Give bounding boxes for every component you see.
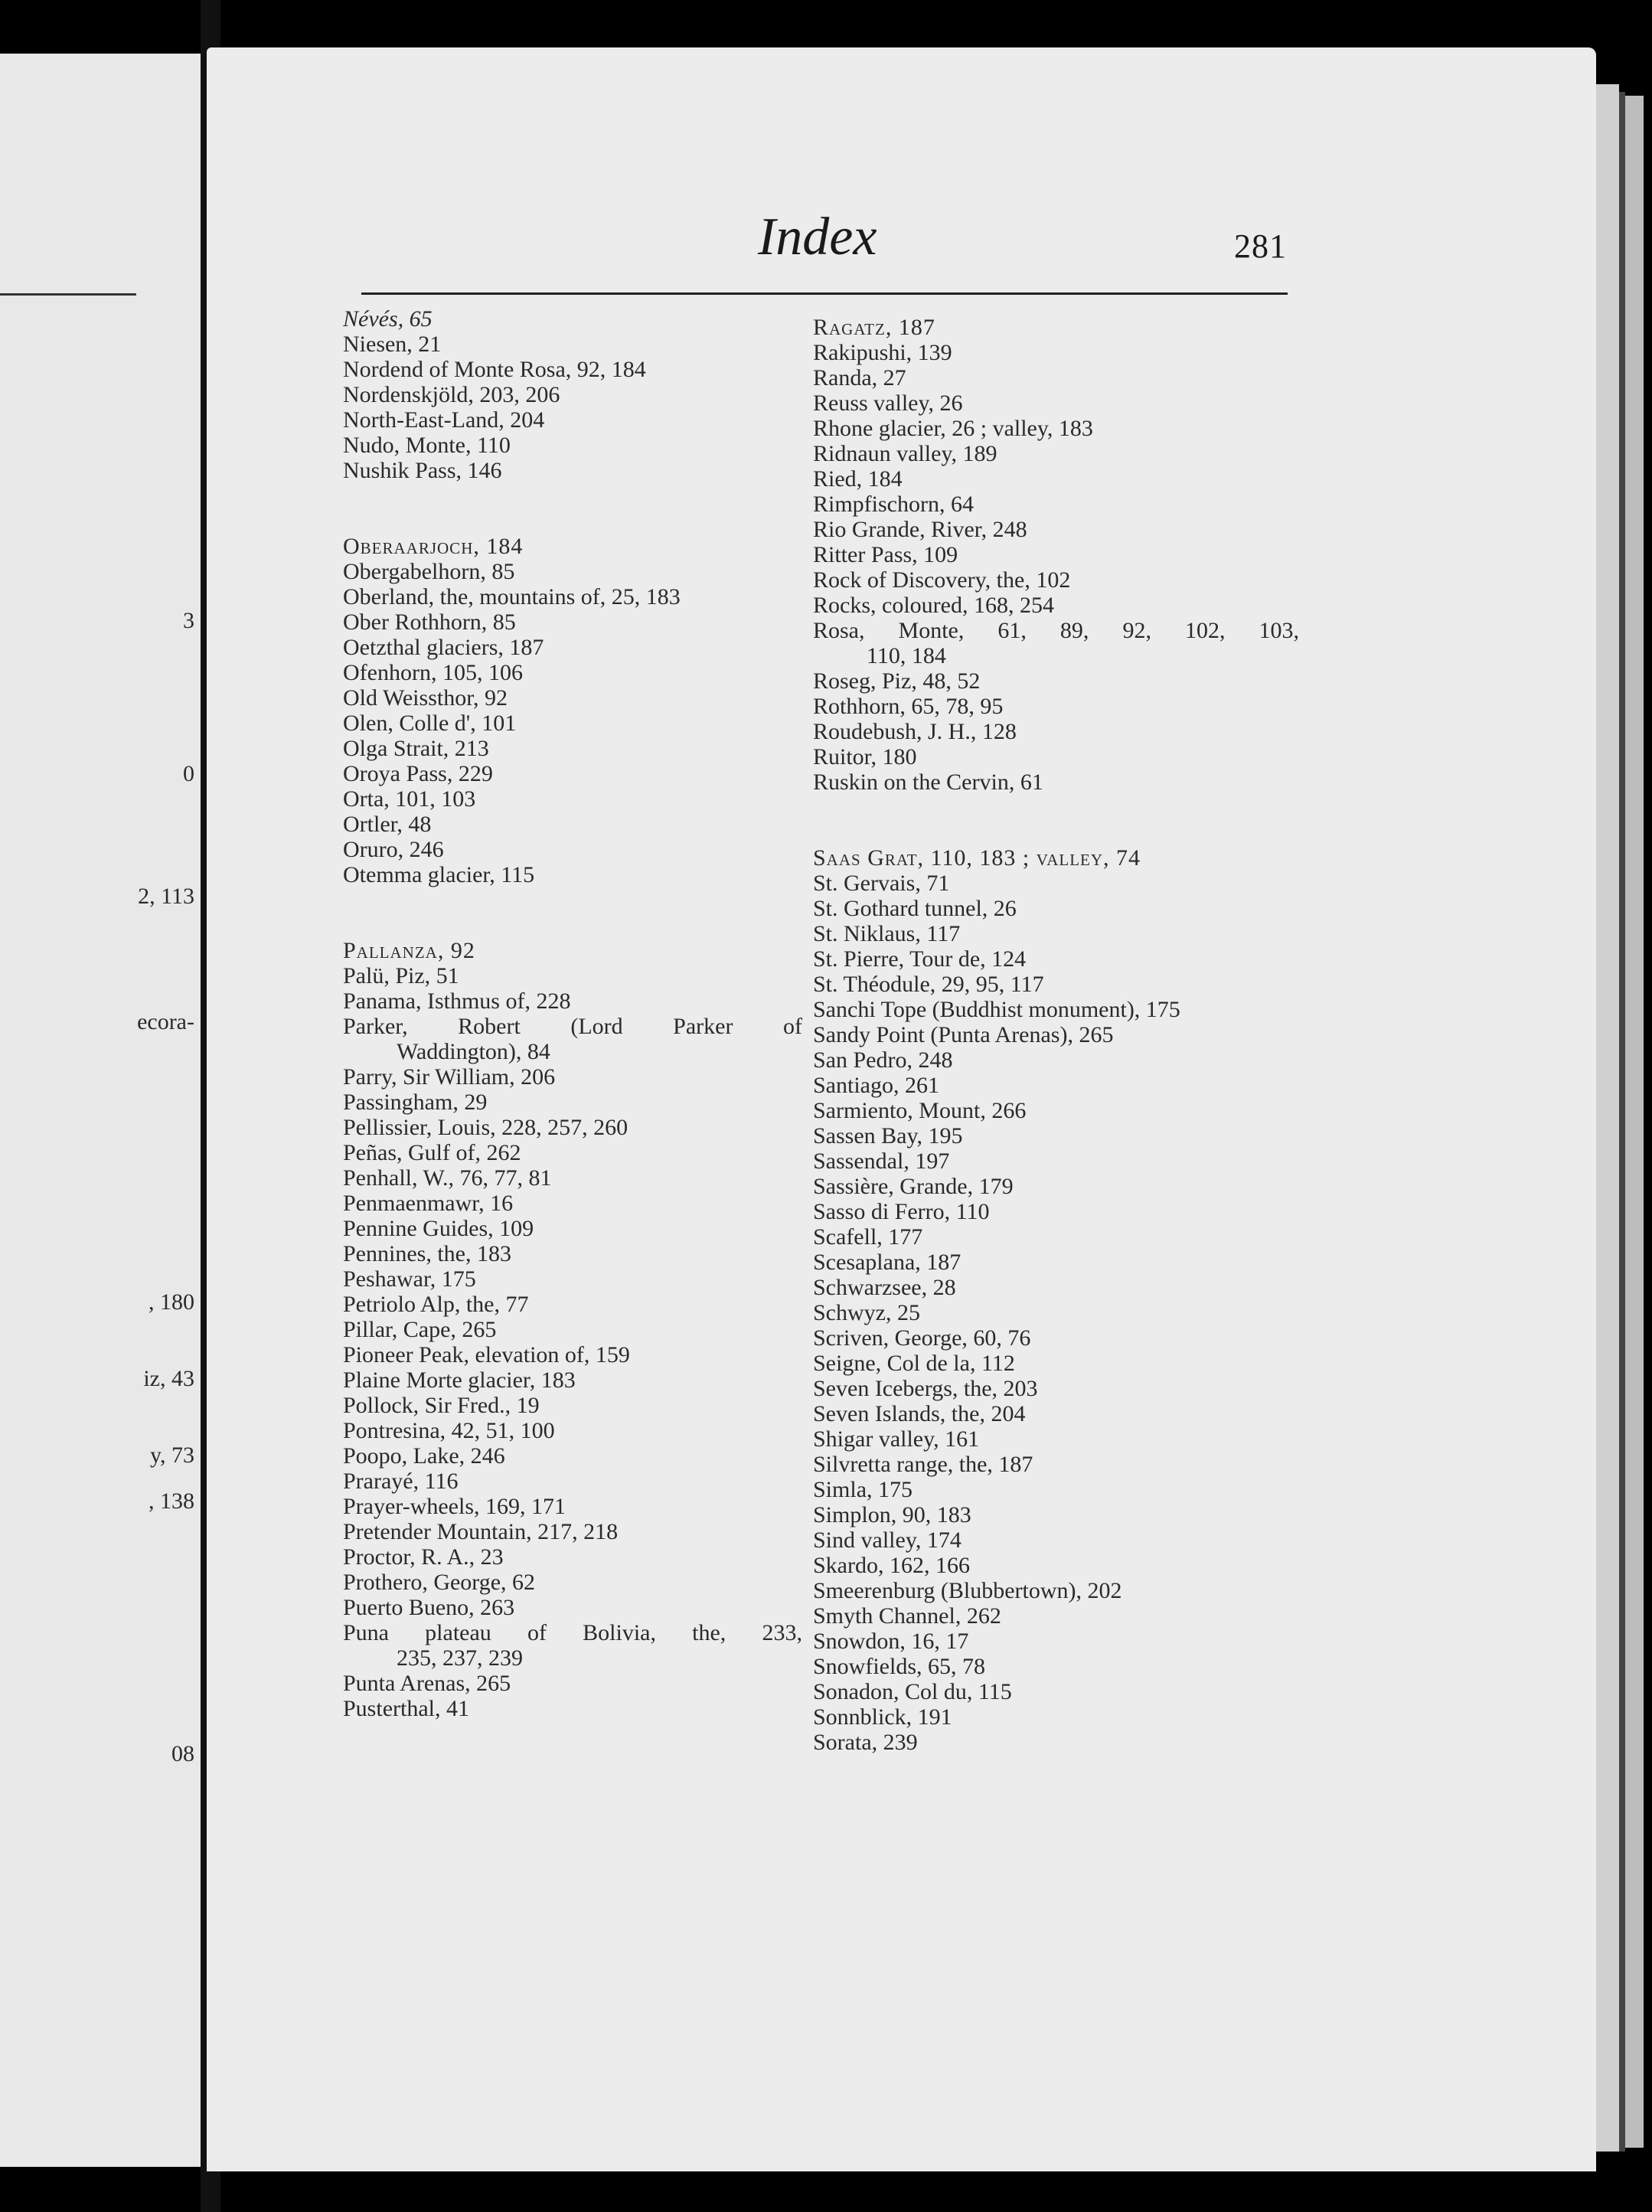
index-entry: Sarmiento, Mount, 266	[813, 1098, 1027, 1123]
index-entry: Prayer-wheels, 169, 171	[343, 1494, 566, 1519]
index-entry: Ritter Pass, 109	[813, 542, 958, 567]
index-entry: Roseg, Piz, 48, 52	[813, 668, 981, 694]
previous-page-fragment: 2, 113	[138, 884, 194, 909]
index-entry: Peñas, Gulf of, 262	[343, 1140, 521, 1165]
index-entry	[343, 1014, 802, 1064]
index-entry: St. Pierre, Tour de, 124	[813, 946, 1027, 972]
index-entry: Prarayé, 116	[343, 1469, 459, 1494]
index-entry	[343, 1620, 802, 1671]
index-entry: Sanchi Tope (Buddhist monument), 175	[813, 997, 1180, 1022]
index-entry: Schwyz, 25	[813, 1300, 920, 1325]
index-entry: Sonadon, Col du, 115	[813, 1679, 1012, 1704]
entry-text: Rosa, Monte, 61, 89, 92, 102, 103,	[813, 618, 1299, 643]
index-entry: Sassière, Grande, 179	[813, 1174, 1014, 1199]
index-entry: Rock of Discovery, the, 102	[813, 567, 1071, 593]
index-entry: Rimpfischorn, 64	[813, 492, 974, 517]
index-entry: Rakipushi, 139	[813, 340, 952, 365]
previous-page-fragment: , 138	[149, 1488, 194, 1514]
index-entry: Oetzthal glaciers, 187	[343, 635, 544, 660]
index-entry-section-start: Oberaarjoch, 184	[343, 534, 524, 559]
index-entry: Sonnblick, 191	[813, 1704, 952, 1730]
page-edge	[1596, 84, 1619, 2152]
index-entry: Snowfields, 65, 78	[813, 1654, 985, 1679]
index-entry: Old Weissthor, 92	[343, 685, 508, 711]
index-entry: Sind valley, 174	[813, 1527, 961, 1553]
index-entry: Scafell, 177	[813, 1224, 923, 1250]
index-entry: Sasso di Ferro, 110	[813, 1199, 990, 1224]
previous-page-fragment: 0	[183, 761, 194, 786]
entry-text: Puna plateau of Bolivia, the, 233,	[343, 1620, 802, 1645]
entry-continuation: 235, 237, 239	[397, 1645, 523, 1671]
index-entry: Randa, 27	[813, 365, 906, 390]
index-entry: Prothero, George, 62	[343, 1570, 536, 1595]
index-entry: Skardo, 162, 166	[813, 1553, 970, 1578]
index-entry: Smyth Channel, 262	[813, 1603, 1001, 1629]
index-entry: Pillar, Cape, 265	[343, 1317, 497, 1342]
previous-page	[0, 54, 201, 2167]
index-entry: Parry, Sir William, 206	[343, 1064, 556, 1090]
index-entry: San Pedro, 248	[813, 1047, 953, 1073]
index-entry: Pusterthal, 41	[343, 1696, 469, 1721]
index-entry: Obergabelhorn, 85	[343, 559, 515, 584]
entry-continuation: Waddington), 84	[397, 1039, 550, 1064]
running-head-title: Index	[758, 207, 877, 266]
previous-page-fragment: iz, 43	[143, 1366, 194, 1391]
index-entry: Simplon, 90, 183	[813, 1502, 971, 1527]
index-entry: Simla, 175	[813, 1477, 913, 1502]
index-entry: Rio Grande, River, 248	[813, 517, 1027, 542]
index-entry: Sorata, 239	[813, 1730, 918, 1755]
index-entry: Smeerenburg (Blubbertown), 202	[813, 1578, 1122, 1603]
index-entry: Seven Icebergs, the, 203	[813, 1376, 1038, 1401]
index-entry: North-East-Land, 204	[343, 407, 545, 433]
index-entry: Pennines, the, 183	[343, 1241, 511, 1266]
index-entry: Roudebush, J. H., 128	[813, 719, 1017, 744]
section-gap	[343, 887, 802, 938]
previous-page-fragment: 08	[171, 1741, 194, 1766]
previous-page-fragment: ecora-	[137, 1009, 194, 1034]
index-entry: Rocks, coloured, 168, 254	[813, 593, 1054, 618]
index-entry-section-start: Pallanza, 92	[343, 938, 475, 963]
index-entry: Scriven, George, 60, 76	[813, 1325, 1031, 1351]
index-entry: St. Niklaus, 117	[813, 921, 961, 946]
index-entry	[813, 618, 1299, 668]
header-rule	[361, 292, 1288, 295]
index-entry: Rothhorn, 65, 78, 95	[813, 694, 1004, 719]
index-entry: Santiago, 261	[813, 1073, 939, 1098]
index-entry: Palü, Piz, 51	[343, 963, 459, 988]
index-entry: Penhall, W., 76, 77, 81	[343, 1165, 552, 1191]
index-entry: Proctor, R. A., 23	[343, 1544, 504, 1570]
index-entry: Poopo, Lake, 246	[343, 1443, 505, 1469]
previous-page-rule	[0, 293, 136, 296]
index-entry: Sandy Point (Punta Arenas), 265	[813, 1022, 1114, 1047]
index-entry	[343, 306, 802, 332]
section-gap	[813, 795, 1299, 845]
index-column-right	[813, 315, 1299, 1755]
index-entry: Seven Islands, the, 204	[813, 1401, 1026, 1426]
index-entry: Ober Rothhorn, 85	[343, 609, 516, 635]
index-entry: Petriolo Alp, the, 77	[343, 1292, 529, 1317]
index-entry: Oroya Pass, 229	[343, 761, 493, 786]
index-entry: Olga Strait, 213	[343, 736, 489, 761]
index-entry: Puerto Bueno, 263	[343, 1595, 515, 1620]
index-entry: Nordenskjöld, 203, 206	[343, 382, 560, 407]
index-entry: Silvretta range, the, 187	[813, 1452, 1033, 1477]
index-entry: St. Gervais, 71	[813, 871, 950, 896]
index-entry-section-start: Ragatz, 187	[813, 315, 935, 340]
index-entry: Sassendal, 197	[813, 1148, 950, 1174]
index-entry: Plaine Morte glacier, 183	[343, 1367, 576, 1393]
index-entry: Orta, 101, 103	[343, 786, 476, 812]
section-gap	[343, 483, 802, 534]
index-entry: Pollock, Sir Fred., 19	[343, 1393, 540, 1418]
index-entry: Snowdon, 16, 17	[813, 1629, 969, 1654]
index-entry: Pioneer Peak, elevation of, 159	[343, 1342, 630, 1367]
index-entry: Rhone glacier, 26 ; valley, 183	[813, 416, 1093, 441]
index-entry: Seigne, Col de la, 112	[813, 1351, 1015, 1376]
index-entry: Passingham, 29	[343, 1090, 488, 1115]
index-entry: Ried, 184	[813, 466, 903, 492]
entry-continuation: 110, 184	[867, 643, 946, 668]
index-entry: Pontresina, 42, 51, 100	[343, 1418, 555, 1443]
index-entry: Sassen Bay, 195	[813, 1123, 963, 1148]
previous-page-fragment: 3	[183, 608, 194, 633]
index-entry: Nordend of Monte Rosa, 92, 184	[343, 357, 646, 382]
index-entry: Pretender Mountain, 217, 218	[343, 1519, 619, 1544]
index-entry: Schwarzsee, 28	[813, 1275, 956, 1300]
index-entry: Nudo, Monte, 110	[343, 433, 511, 458]
index-entry: Otemma glacier, 115	[343, 862, 535, 887]
index-entry: Punta Arenas, 265	[343, 1671, 511, 1696]
index-column-left	[343, 306, 802, 1721]
index-entry: Nushik Pass, 146	[343, 458, 502, 483]
page-edge	[1625, 96, 1644, 2148]
index-entry: Shigar valley, 161	[813, 1426, 980, 1452]
index-entry: St. Théodule, 29, 95, 117	[813, 972, 1044, 997]
index-entry: Ruskin on the Cervin, 61	[813, 769, 1043, 795]
index-entry: Ofenhorn, 105, 106	[343, 660, 523, 685]
index-entry: Pennine Guides, 109	[343, 1216, 534, 1241]
index-entry: Olen, Colle d', 101	[343, 711, 517, 736]
index-entry: Ortler, 48	[343, 812, 432, 837]
entry-text: Névés, 65	[343, 306, 433, 332]
index-entry-section-start: Saas Grat, 110, 183 ; valley, 74	[813, 845, 1141, 871]
index-entry: Panama, Isthmus of, 228	[343, 988, 571, 1014]
index-entry: Penmaenmawr, 16	[343, 1191, 514, 1216]
page-number: 281	[1234, 227, 1287, 265]
page-edge-shadow	[1619, 92, 1625, 2152]
index-entry: Pellissier, Louis, 228, 257, 260	[343, 1115, 628, 1140]
index-entry: Peshawar, 175	[343, 1266, 476, 1292]
index-entry: Ruitor, 180	[813, 744, 917, 769]
entry-text: Parker, Robert (Lord Parker of	[343, 1014, 802, 1039]
index-entry: Ridnaun valley, 189	[813, 441, 997, 466]
index-entry: Scesaplana, 187	[813, 1250, 961, 1275]
index-entry: Oberland, the, mountains of, 25, 183	[343, 584, 681, 609]
index-entry: Oruro, 246	[343, 837, 444, 862]
previous-page-fragment: , 180	[149, 1289, 194, 1315]
index-entry: Reuss valley, 26	[813, 390, 963, 416]
index-entry: St. Gothard tunnel, 26	[813, 896, 1017, 921]
index-entry: Niesen, 21	[343, 332, 442, 357]
previous-page-fragment: y, 73	[149, 1443, 194, 1468]
